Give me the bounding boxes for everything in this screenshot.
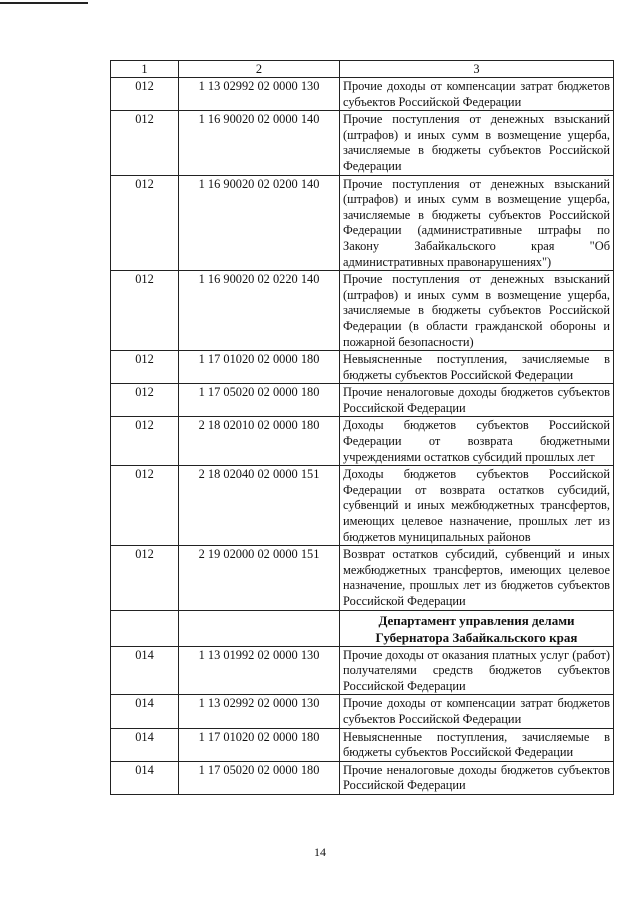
table-body-012 [111,78,614,795]
admin-code-cell: 012 [111,417,179,466]
admin-code-cell: 012 [111,351,179,384]
top-rule [0,2,88,4]
revenue-code-cell: 2 18 02040 02 0000 151 [179,466,340,546]
table-row [111,384,614,417]
column-header-2: 2 [179,61,340,78]
admin-code-cell: 012 [111,466,179,546]
table-row [111,695,614,728]
revenue-name-cell: Возврат остатков субсидий, субвенций и иных межбюджетных трансфертов, имеющих целевое назначение, прошлых лет из бюджетов субъектов Российской Федерации [340,546,614,610]
revenue-name-cell: Прочие поступления от денежных взысканий (штрафов) и иных сумм в возмещение ущерба, зачисляемые в бюджеты субъектов Российской Федерации (административные штрафы по Закону Забайкальского края "Об административных правонарушениях") [340,175,614,271]
revenue-code-cell: 2 18 02010 02 0000 180 [179,417,340,466]
section-heading-row [111,610,614,646]
revenue-code-cell: 1 17 05020 02 0000 180 [179,384,340,417]
revenue-code-cell: 1 16 90020 02 0000 140 [179,111,340,175]
revenue-code-cell: 1 13 02992 02 0000 130 [179,695,340,728]
admin-code-cell: 012 [111,78,179,111]
admin-code-cell: 012 [111,271,179,351]
table-row [111,646,614,695]
revenue-name-cell: Прочие доходы от компенсации затрат бюджетов субъектов Российской Федерации [340,695,614,728]
revenue-name-cell: Прочие доходы от оказания платных услуг (работ) получателями средств бюджетов субъектов Российской Федерации [340,646,614,695]
revenue-name-cell: Прочие неналоговые доходы бюджетов субъектов Российской Федерации [340,384,614,417]
admin-code-cell: 012 [111,111,179,175]
table-row [111,78,614,111]
table-row [111,546,614,610]
revenue-code-cell: 1 16 90020 02 0200 140 [179,175,340,271]
table-row [111,466,614,546]
table-row [111,351,614,384]
revenue-name-cell: Прочие доходы от компенсации затрат бюджетов субъектов Российской Федерации [340,78,614,111]
admin-code-cell: 012 [111,546,179,610]
table-row [111,417,614,466]
admin-code-cell: 014 [111,695,179,728]
revenue-code-cell: 1 17 05020 02 0000 180 [179,761,340,794]
revenue-name-cell: Невыясненные поступления, зачисляемые в бюджеты субъектов Российской Федерации [340,728,614,761]
revenue-code-cell: 1 13 02992 02 0000 130 [179,78,340,111]
revenue-name-cell: Доходы бюджетов субъектов Российской Федерации от возврата остатков субсидий, субвенций и иных межбюджетных трансфертов, имеющих целевое назначение, прошлых лет из бюджетов муниципальных районов [340,466,614,546]
revenue-name-cell: Прочие неналоговые доходы бюджетов субъектов Российской Федерации [340,761,614,794]
revenue-code-cell: 1 13 01992 02 0000 130 [179,646,340,695]
revenue-name-cell: Доходы бюджетов субъектов Российской Федерации от возврата бюджетными учреждениями остатков субсидий прошлых лет [340,417,614,466]
admin-code-cell: 012 [111,175,179,271]
page-number: 14 [314,845,326,859]
column-header-3: 3 [340,61,614,78]
admin-code-cell: 012 [111,384,179,417]
section-heading: Департамент управления делами Губернатора Забайкальского края [340,610,614,646]
table-row [111,271,614,351]
revenue-code-cell: 2 19 02000 02 0000 151 [179,546,340,610]
revenue-code-cell: 1 17 01020 02 0000 180 [179,351,340,384]
empty-cell [179,610,340,646]
header-row [111,61,614,78]
table-row [111,111,614,175]
empty-cell [111,610,179,646]
table-row [111,728,614,761]
table-row [111,175,614,271]
revenue-code-cell: 1 16 90020 02 0220 140 [179,271,340,351]
revenue-name-cell: Прочие поступления от денежных взысканий (штрафов) и иных сумм в возмещение ущерба, зачисляемые в бюджеты субъектов Российской Федерации (в области гражданской обороны и пожарной безопасности) [340,271,614,351]
revenue-code-cell: 1 17 01020 02 0000 180 [179,728,340,761]
admin-code-cell: 014 [111,646,179,695]
table-row [111,761,614,794]
revenue-codes-table [110,60,614,795]
revenue-name-cell: Прочие поступления от денежных взысканий (штрафов) и иных сумм в возмещение ущерба, зачисляемые в бюджеты субъектов Российской Федерации [340,111,614,175]
admin-code-cell: 014 [111,761,179,794]
revenue-name-cell: Невыясненные поступления, зачисляемые в бюджеты субъектов Российской Федерации [340,351,614,384]
column-header-1: 1 [111,61,179,78]
admin-code-cell: 014 [111,728,179,761]
